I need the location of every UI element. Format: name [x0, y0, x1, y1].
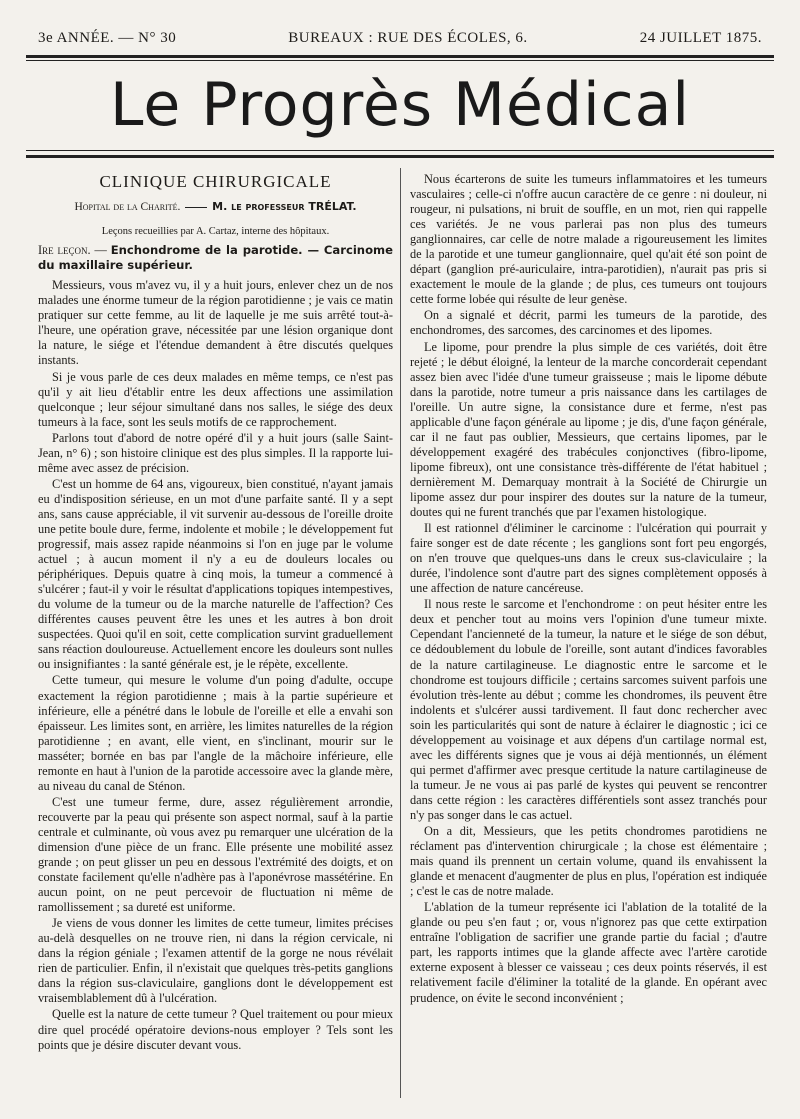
masthead-title: Le Progrès Médical [109, 70, 691, 140]
paragraph: Je viens de vous donner les limites de cette tumeur, limites précises au-delà desquelles on ne trouve rien, ni dans la région cervicale, ni dans la région géniale ; l'examen attentif de la gorge ne nous révélait rien de particulier. Enfin, il n'existait que quelques très-petits ganglions dans la région sus-claviculaire, ganglions dont le développement est vraisemblablement dû à l'ulcération. [38, 916, 393, 1006]
right-column [410, 172, 767, 1006]
top-rule-thick [26, 55, 774, 58]
paragraph: C'est une tumeur ferme, dure, assez régulièrement arrondie, recouverte par la peau qui présente son aspect normal, sauf à la partie centrale et culminante, où vous avez pu remarquer une ulcération de la dimension d'une pièce de un franc. Elle présente une mobilité assez grande ; on peut glisser un peu en dessous l'extrémité des doigts, et on constate facilement qu'elle n'adhère pas à l'aponévrose massétérine. En aucun point, on ne peut percevoir de fluctuation ni même de ramollissement ; sa dureté est uniforme. [38, 794, 393, 915]
paragraph: Cette tumeur, qui mesure le volume d'un poing d'adulte, occupe exactement la région parotidienne ; mais à la partie supérieure et inférieure, elle a pénétré dans le lobule de l'oreille et elle a envahi son épaisseur. Les limites sont, en arrière, les limites naturelles de la région parotidienne ; en avant, elle vient, en s'inclinant, mourir sur le masséter; bornée en bas par l'angle de la mâchoire inférieure, elle remonte en haut à l'union de la parotide accessoire avec la glande mère, au niveau du canal de Sténon. [38, 673, 393, 793]
paragraph: Il est rationnel d'éliminer le carcinome : l'ulcération qui pourrait y faire songer est de date récente ; les ganglions sont fort peu engorgés, on n'en trouve que quelques-uns dans le creux sus-claviculaire ; la durée, l'indolence sont d'autre part des signes complètement opposés à une affection de nature cancéreuse. [410, 521, 767, 596]
byline-dash [185, 207, 207, 208]
paragraph: Parlons tout d'abord de notre opéré d'il y a huit jours (salle Saint-Jean, n° 6) ; son histoire clinique est des plus simples. Il la rapporte lui-même avec assez de précision. [38, 430, 393, 475]
paragraph: Quelle est la nature de cette tumeur ? Quel traitement ou pour mieux dire quel procédé opératoire devions-nous employer ? Tels sont les points que je désire discuter devant vous. [38, 1007, 393, 1052]
column-divider [400, 168, 401, 1098]
paragraph: On a dit, Messieurs, que les petits chondromes parotidiens ne réclament pas d'intervention chirurgicale ; la chose est élémentaire ; mais quand ils prennent un certain volume, quand ils envahissent la glande et menacent d'augmenter de plus en plus, l'opération est indiquée ; c'est le cas de notre malade. [410, 824, 767, 899]
lesson-number: Ire leçon. [38, 243, 91, 258]
lesson-title: Enchondrome de la parotide. — Carcinome du maxillaire supérieur. [38, 243, 393, 273]
bottom-rule-thick [26, 155, 774, 158]
issue-header-line [38, 30, 762, 47]
professor-name: M. le professeur TRÉLAT. [212, 200, 357, 214]
paragraph: Nous écarterons de suite les tumeurs inflammatoires et les tumeurs vasculaires ; celle-ci n'offre aucun caractère de ce genre : ni douleur, ni rougeur, ni pulsations, ni bruit de souffle, en un mot, rien qui rappelle ces variétés. Je ne vous parlerai pas non plus des tumeurs ganglionnaires, car celle de notre malade a rigoureusement les limites de la parotide et une tumeur ganglionnaire, quel qu'ait été son point de départ (ganglion pré-auriculaire, intra-parotidien), n'aurait pas pris si exactement le moule de la glande ; de plus, ces tumeurs ont toujours cette forme lobée qui résulte de leur genèse. [410, 172, 767, 307]
paragraph: Le lipome, pour prendre la plus simple de ces variétés, doit être rejeté ; le début éloigné, la lenteur de la marche concorderait cependant assez bien avec l'idée d'une tumeur graisseuse ; mais le lipome débute dans la parotide, notre tumeur a pris naissance dans les cartilages de l'oreille. Un autre signe, la consistance dure et ferme, n'est pas applicable d'une façon générale au lipome ; je dis, d'une façon générale, car il ne faut pas oublier, Messieurs, que certains lipomes, par le développement exagéré des trabécules conjonctives (fibro-lipome, lipome fibreux), ont une consistance très-différente de l'état habituel ; dernièrement M. Demarquay montrait à la Société de Chirurgie un lipome assez dur pour inspirer des doutes sur la nature de la tumeur, doutes qui ne furent tranchés que par l'examen histologique. [410, 339, 767, 520]
lesson-heading: Ire leçon. — Enchondrome de la parotide. — Carcinome du maxillaire supérieur. [38, 243, 393, 273]
issue-number: 3e ANNÉE. — N° 30 [38, 30, 177, 46]
top-rule-thin [26, 60, 774, 61]
issue-date: 24 JUILLET 1875. [639, 30, 762, 46]
paragraph: Si je vous parle de ces deux malades en même temps, ce n'est pas qu'il y ait lieu d'établir entre les deux affections une assimilation quelconque ; leur séjour simultané dans nos salles, le siége des deux tumeurs à la face, sont les seuls motifs de ce rapprochement. [38, 369, 393, 429]
hospital-name: Hopital de la Charité. [74, 201, 181, 214]
article-byline [38, 199, 393, 215]
office-address: BUREAUX : RUE DES ÉCOLES, 6. [288, 30, 528, 46]
paragraph: Messieurs, vous m'avez vu, il y a huit jours, enlever chez un de nos malades une énorme tumeur de la région parotidienne ; je vais ce matin pratiquer sur cette femme, au lit de laquelle je me suis arrêté tout-à-l'heure, une opération grave, nécessitée par une lésion organique dont la nature, le siége et l'étendue demandent à être discutés quelques instants. [38, 278, 393, 368]
paragraph: Il nous reste le sarcome et l'enchondrome : on peut hésiter entre les deux et pencher tout au moins vers l'opinion d'une tumeur mixte. Cependant l'ancienneté de la tumeur, la nature et le siége de son début, ce dédoublement du lobule de l'oreille, sont autant d'indices favorables de la nature cartilagineuse. Le diagnostic entre le sarcome et le chondrome est toujours difficile ; certains sarcomes suivent parfois une évolution très-lente au début ; comme les chondromes, ils peuvent être indolents et s'ulcérer aussi tardivement. Il faut donc rechercher avec soin les particularités qui sont de nature à éclairer le diagnostic ; ici ce développement au voisinage et aux dépens d'un cartilage normal est, avec les différents signes que je vous ai déjà mentionnés, un élément qui permet d'affirmer avec presque certitude la nature cartilagineuse de la tumeur. Je ne vous ai pas parlé de kystes qui peuvent se rencontrer dans cette région : les caractères différentiels sont assez tranchés pour n'y pas songer dans le cas actuel. [410, 597, 767, 822]
paragraph: On a signalé et décrit, parmi les tumeurs de la parotide, des enchondromes, des sarcomes, des carcinomes et des lipomes. [410, 308, 767, 338]
left-column [38, 172, 393, 1053]
bottom-rule-thin [26, 150, 774, 151]
paragraph: L'ablation de la tumeur représente ici l'ablation de la totalité de la glande ou peu s'en faut ; or, vous n'ignorez pas que cette extirpation entraîne l'obligation de sacrifier une grande partie du facial ; d'autre part, les rapports intimes que la glande affecte avec l'artère carotide externe exposent à blesser ce vaisseau ; ces deux points réservés, il est relativement facile d'éliminer la totalité de la glande. En opérant avec prudence, on évite le second inconvénient ; [410, 900, 767, 1005]
paragraph: C'est un homme de 64 ans, vigoureux, bien constitué, n'ayant jamais eu d'indisposition sérieuse, en un mot d'une parfaite santé. Il y a sept ans, sans cause appréciable, il vit survenir au-dessous de l'oreille droite une petite boule dure, ferme, indolente et mobile ; le développement fut progressif, mais assez rapide néanmoins si l'on en juge par le volume actuel ; à aucun moment il n'y a eu de douleurs locales ou périphériques. Depuis quatre à cinq mois, la tumeur a commencé à s'ulcérer ; faut-il y voir le résultat d'applications topiques intempestives, du volume de la tumeur ou de la marche naturelle de l'affection? Ces différentes causes peuvent être les unes et les autres à bon droit suspectées. Quoi qu'il en soit, cette complication survint graduellement sans réaction douloureuse. Actuellement encore les douleurs sont nulles ou insignifiantes : la santé générale est, je le répète, excellente. [38, 476, 393, 672]
section-title: CLINIQUE CHIRURGICALE [99, 172, 332, 191]
lesson-notes-credit: Leçons recueillies par A. Cartaz, interne des hôpitaux. [101, 226, 330, 238]
